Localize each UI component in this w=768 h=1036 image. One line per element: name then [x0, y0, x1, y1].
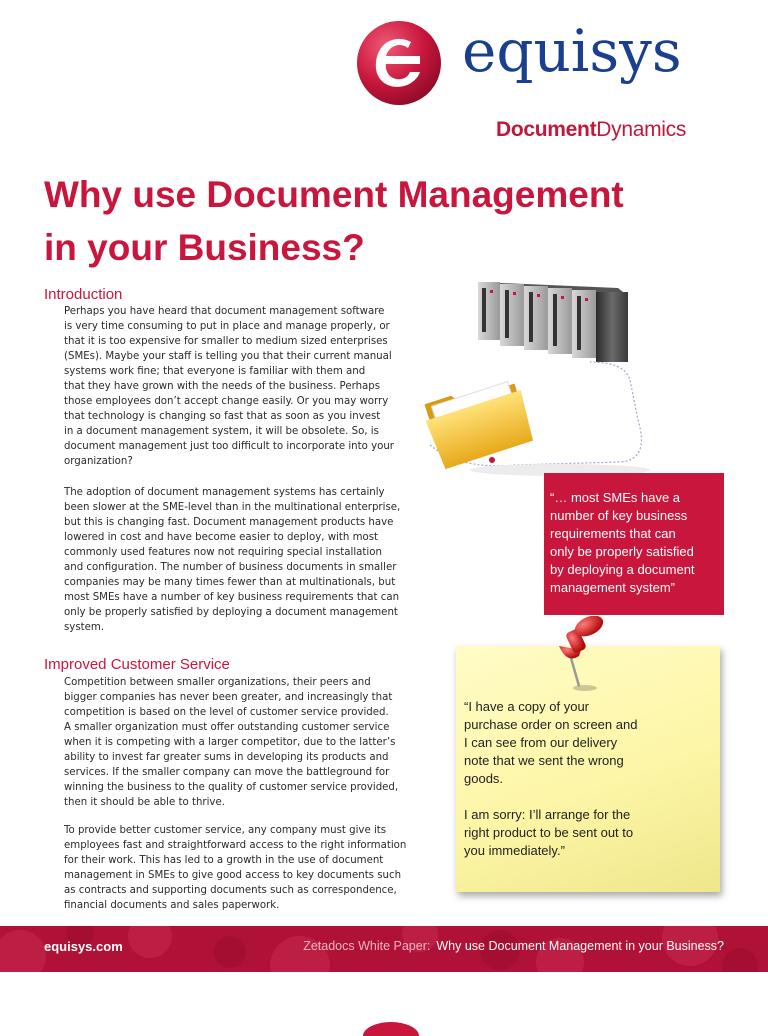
title-line-1: Why use Document Management	[44, 174, 624, 215]
service-paragraph-2	[64, 823, 406, 913]
text-line: lowered in cost and have become easier to deploy, with most	[64, 532, 379, 543]
text-line: bigger companies has never been greater, and increasingly that	[64, 692, 393, 703]
next-page-logo-fragment	[356, 1012, 426, 1036]
text-line: systems work fine; that everyone is familiar with them and	[64, 366, 366, 377]
text-line: as contracts and supporting documents such as correspondence,	[64, 885, 397, 896]
footer-label: Zetadocs White Paper:	[303, 939, 431, 953]
note-line: “I have a copy of your	[464, 699, 590, 714]
brand-subtitle	[496, 118, 686, 142]
push-pin-icon	[545, 616, 611, 692]
text-line: only be properly satisfied by deploying a document management	[64, 607, 398, 618]
text-line: employees fast and straightforward access to the right information	[64, 840, 407, 851]
quote-line: requirements that can	[550, 526, 676, 541]
note-line: I can see from our delivery	[464, 735, 618, 750]
text-line: in a document management system, it will be obsolete. So, is	[64, 426, 379, 437]
intro-paragraph-1	[64, 304, 394, 469]
pull-quote	[544, 473, 724, 615]
text-line: ability to invest far greater sums in developing its products and	[64, 752, 389, 763]
text-line: competition is based on the level of customer service provided.	[64, 707, 389, 718]
note-line: right product to be sent out to	[464, 825, 634, 840]
intro-paragraph-2	[64, 485, 400, 635]
footer-band	[0, 926, 768, 972]
quote-line: by deploying a document	[550, 562, 695, 577]
note-line: purchase order on screen and	[464, 717, 638, 732]
text-line: companies may be many times fewer than at multinationals, but	[64, 577, 396, 588]
text-line: been slower at the SME-level than in the multinational enterprise,	[64, 502, 401, 513]
text-line: but this is changing fast. Document management products have	[64, 517, 394, 528]
text-line: A smaller organization must offer outstanding customer service	[64, 722, 390, 733]
quote-line: management system”	[550, 580, 675, 595]
cable-dot	[489, 457, 495, 463]
page-title	[44, 168, 724, 274]
text-line: system.	[64, 622, 105, 633]
quote-line: “… most SMEs have a	[550, 490, 681, 505]
folder-icon	[421, 375, 537, 471]
quote-line: number of key business	[550, 508, 688, 523]
text-line: that it is too expensive for smaller to medium sized enterprises	[64, 336, 388, 347]
text-line: that they have grown with the needs of the business. Perhaps	[64, 381, 381, 392]
text-line: document management just too difficult to incorporate into your	[64, 441, 394, 452]
note-line: you immediately.”	[464, 843, 565, 858]
footer-doc-title	[303, 939, 724, 953]
text-line: financial documents and sales paperwork.	[64, 900, 280, 911]
note-line: I am sorry: I’ll arrange for the	[464, 807, 631, 822]
footer-title: Why use Document Management in your Business?	[436, 939, 724, 953]
text-line: management in SMEs to give good access to key documents such	[64, 870, 402, 881]
title-line-2: in your Business?	[44, 227, 365, 268]
intro-heading: Introduction	[44, 286, 123, 303]
note-line: goods.	[464, 771, 504, 786]
text-line: organization?	[64, 456, 133, 467]
text-line: then it should be able to thrive.	[64, 797, 225, 808]
note-line: note that we sent the wrong	[464, 753, 624, 768]
brand-sub-light: Dynamics	[596, 118, 687, 141]
text-line: (SMEs). Maybe your staff is telling you that their current manual	[64, 351, 392, 362]
footer-website-link[interactable]: equisys.com	[44, 939, 123, 954]
service-paragraph-1	[64, 675, 398, 810]
text-line: winning the business to the quality of customer service provided,	[64, 782, 399, 793]
brand-sub-bold: Document	[496, 118, 597, 141]
server-folder-illustration	[420, 270, 660, 480]
text-line: The adoption of document management systems has certainly	[64, 487, 385, 498]
text-line: those employees don’t accept change easily. Or you may worry	[64, 396, 389, 407]
text-line: commonly used features now not requiring special installation	[64, 547, 382, 558]
text-line: To provide better customer service, any company must give its	[64, 825, 387, 836]
text-line: Perhaps you have heard that document management software	[64, 306, 385, 317]
text-line: and configuration. The number of business documents in smaller	[64, 562, 397, 573]
brand-name: equisys	[462, 17, 682, 85]
text-line: for their work. This has led to a growth in the use of document	[64, 855, 384, 866]
service-heading: Improved Customer Service	[44, 656, 230, 673]
text-line: is very time consuming to put in place and manage properly, or	[64, 321, 390, 332]
text-line: most SMEs have a number of key business requirements that can	[64, 592, 400, 603]
text-line: Competition between smaller organizations, their peers and	[64, 677, 371, 688]
text-line: services. If the smaller company can move the battleground for	[64, 767, 390, 778]
text-line: that technology is changing so fast that as soon as you invest	[64, 411, 381, 422]
quote-line: only be properly satisfied	[550, 544, 694, 559]
equisys-logo-mark	[356, 20, 442, 106]
server-rack	[478, 282, 628, 362]
text-line: when it is competing with a larger competitor, due to the latter’s	[64, 737, 396, 748]
